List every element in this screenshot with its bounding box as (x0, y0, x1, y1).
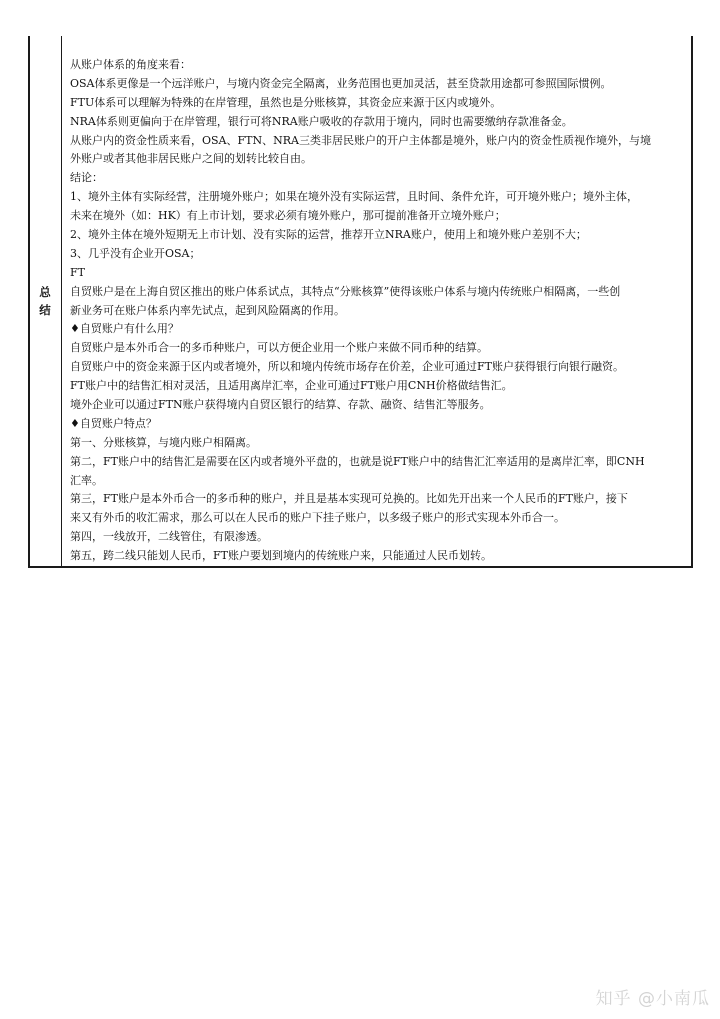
text-line: ♦自贸账户有什么用？ (70, 322, 179, 336)
text-line: 自贸账户中的资金来源于区内或者境外，所以和境内传统市场存在价差，企业可通过FT账户获得银行向银行融资。 (70, 360, 624, 374)
text-line: 新业务可在账户体系内率先试点，起到风险隔离的作用。 (70, 303, 345, 317)
text-line: 第四，一线放开，二线管住，有限渗透。 (70, 530, 268, 544)
text-line: 未来在境外（如：HK）有上市计划，要求必须有境外账户，那可提前准备开立境外账户； (70, 209, 506, 223)
text-line: 第一、分账核算，与境内账户相隔离。 (70, 435, 257, 449)
text-line: 外账户或者其他非居民账户之间的划转比较自由。 (70, 152, 312, 166)
text-line: 自贸账户是本外币合一的多币种账户，可以方便企业用一个账户来做不同币种的结算。 (70, 341, 488, 355)
text-line: 结论： (70, 171, 103, 185)
text-line: 自贸账户是在上海自贸区推出的账户体系试点，其特点“分账核算”使得该账户体系与境内传统账户相隔离，一些创 (70, 284, 621, 298)
row-label-char: 结 (39, 303, 51, 317)
text-line: ♦自贸账户特点？ (70, 416, 157, 430)
row-label-cell (30, 36, 62, 566)
text-line: 汇率。 (70, 473, 103, 487)
text-line: 境外企业可以通过FTN账户获得境内自贸区银行的结算、存款、融资、结售汇等服务。 (70, 398, 491, 412)
text-line: 1、境外主体有实际经营，注册境外账户；如果在境外没有实际运营，且时间、条件允许，可开境外账户；境外主体， (70, 190, 638, 204)
watermark: 知乎 @小南瓜 (595, 989, 710, 1009)
text-line: 从账户内的资金性质来看，OSA、FTN、NRA三类非居民账户的开户主体都是境外，账户内的资金性质视作境外，与境 (70, 133, 651, 147)
text-line: 第二，FT账户中的结售汇是需要在区内或者境外平盘的，也就是说FT账户中的结售汇汇率适用的是离岸汇率，即CNH (70, 454, 645, 468)
text-line: FTU体系可以理解为特殊的在岸管理，虽然也是分账核算，其资金应来源于区内或境外。 (70, 95, 502, 109)
text-line: 第三，FT账户是本外币合一的多币种的账户，并且是基本实现可兑换的。比如先开出来一个人民币的FT账户，接下 (70, 492, 628, 506)
text-line: FT (70, 265, 85, 279)
text-line: 来又有外币的收汇需求，那么可以在人民币的账户下挂子账户，以多级子账户的形式实现本外币合一。 (70, 511, 565, 525)
text-line: 2、境外主体在境外短期无上市计划、没有实际的运营，推荐开立NRA账户，使用上和境外账户差别不大； (70, 228, 587, 242)
text-line: 从账户体系的角度来看： (70, 58, 191, 71)
text-line: FT账户中的结售汇相对灵活，且适用离岸汇率，企业可通过FT账户用CNH价格做结售汇。 (70, 379, 513, 393)
row-label-char: 总 (39, 285, 51, 299)
text-line: OSA体系更像是一个远洋账户，与境内资金完全隔离，业务范围也更加灵活，甚至贷款用途都可参照国际惯例。 (70, 76, 612, 90)
text-line: 3、几乎没有企业开OSA； (70, 246, 201, 260)
row-label (30, 283, 60, 319)
summary-table (28, 36, 693, 568)
content-cell (62, 36, 691, 566)
text-line: 第五，跨二线只能划人民币，FT账户要划到境内的传统账户来，只能通过人民币划转。 (70, 549, 492, 563)
text-line: NRA体系则更偏向于在岸管理，银行可将NRA账户吸收的存款用于境内，同时也需要缴纳存款准备金。 (70, 114, 573, 128)
